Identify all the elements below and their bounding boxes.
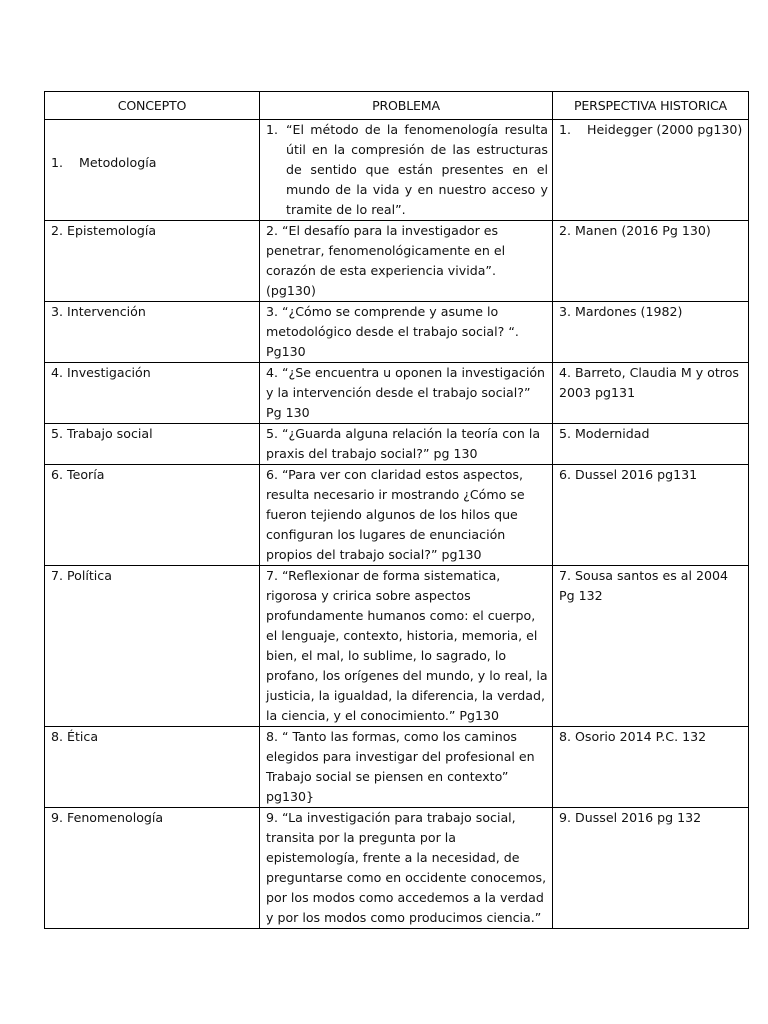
concepto-cell: 4. Investigación bbox=[45, 363, 260, 424]
problema-cell bbox=[260, 120, 553, 221]
header-concepto: CONCEPTO bbox=[45, 92, 260, 120]
perspectiva-cell: 3. Mardones (1982) bbox=[553, 302, 749, 363]
concepto-text: Metodología bbox=[79, 155, 157, 170]
table-row bbox=[45, 221, 749, 302]
header-problema: PROBLEMA bbox=[260, 92, 553, 120]
table-header-row bbox=[45, 92, 749, 120]
table-row bbox=[45, 566, 749, 727]
table-row bbox=[45, 120, 749, 221]
table-row bbox=[45, 424, 749, 465]
problema-cell: 4. “¿Se encuentra u oponen la investigación y la intervención desde el trabajo social?” Pg 130 bbox=[260, 363, 553, 424]
concepto-cell: 8. Ética bbox=[45, 727, 260, 808]
table-row bbox=[45, 363, 749, 424]
perspectiva-cell: 7. Sousa santos es al 2004 Pg 132 bbox=[553, 566, 749, 727]
perspectiva-text: Heidegger (2000 pg130) bbox=[587, 122, 743, 137]
concepto-cell: 9. Fenomenología bbox=[45, 808, 260, 929]
concepto-cell: 3. Intervención bbox=[45, 302, 260, 363]
problema-cell: 8. “ Tanto las formas, como los caminos elegidos para investigar del profesional en Trabajo social se piensen en contexto” pg130} bbox=[260, 727, 553, 808]
perspectiva-cell: 6. Dussel 2016 pg131 bbox=[553, 465, 749, 566]
perspectiva-cell bbox=[553, 120, 749, 221]
problema-cell: 7. “Reflexionar de forma sistematica, rigorosa y cririca sobre aspectos profundamente humanos como: el cuerpo, el lenguaje, contexto, historia, memoria, el bien, el mal, lo sublime, lo sagrado, lo profano, los orígenes del mundo, y lo real, la justicia, la igualdad, la diferencia, la verdad, la ciencia, y el conocimiento.” Pg130 bbox=[260, 566, 553, 727]
perspectiva-cell: 4. Barreto, Claudia M y otros 2003 pg131 bbox=[553, 363, 749, 424]
perspectiva-cell: 9. Dussel 2016 pg 132 bbox=[553, 808, 749, 929]
perspectiva-cell: 2. Manen (2016 Pg 130) bbox=[553, 221, 749, 302]
concept-table bbox=[44, 91, 749, 929]
concepto-number: 1. bbox=[51, 155, 64, 170]
concepto-cell: 5. Trabajo social bbox=[45, 424, 260, 465]
perspectiva-cell: 8. Osorio 2014 P.C. 132 bbox=[553, 727, 749, 808]
table-row bbox=[45, 727, 749, 808]
problema-cell: 9. “La investigación para trabajo social, transita por la pregunta por la epistemología, frente a la necesidad, de preguntarse como en occidente conocemos, por los modos como accedemos a la verdad y por los modos como producimos ciencia.” bbox=[260, 808, 553, 929]
concepto-cell bbox=[45, 120, 260, 221]
header-perspectiva: PERSPECTIVA HISTORICA bbox=[553, 92, 749, 120]
concepto-cell: 6. Teoría bbox=[45, 465, 260, 566]
perspectiva-number: 1. bbox=[559, 122, 572, 137]
problema-cell: 3. “¿Cómo se comprende y asume lo metodológico desde el trabajo social? “. Pg130 bbox=[260, 302, 553, 363]
table-row bbox=[45, 465, 749, 566]
perspectiva-cell: 5. Modernidad bbox=[553, 424, 749, 465]
problema-cell: 6. “Para ver con claridad estos aspectos, resulta necesario ir mostrando ¿Cómo se fueron tejiendo algunos de los hilos que configuran los lugares de enunciación propios del trabajo social?” pg130 bbox=[260, 465, 553, 566]
table-row bbox=[45, 808, 749, 929]
problema-text: “El método de la fenomenología resulta útil en la compresión de las estructuras de sentido que están presentes en el mundo de la vida y en nuestro acceso y tramite de lo real”. bbox=[286, 122, 548, 217]
problema-cell: 5. “¿Guarda alguna relación la teoría con la praxis del trabajo social?” pg 130 bbox=[260, 424, 553, 465]
concepto-cell: 7. Política bbox=[45, 566, 260, 727]
problema-number: 1. bbox=[266, 122, 279, 137]
concepto-cell: 2. Epistemología bbox=[45, 221, 260, 302]
problema-cell: 2. “El desafío para la investigador es penetrar, fenomenológicamente en el corazón de esta experiencia vivida”. (pg130) bbox=[260, 221, 553, 302]
table-row bbox=[45, 302, 749, 363]
